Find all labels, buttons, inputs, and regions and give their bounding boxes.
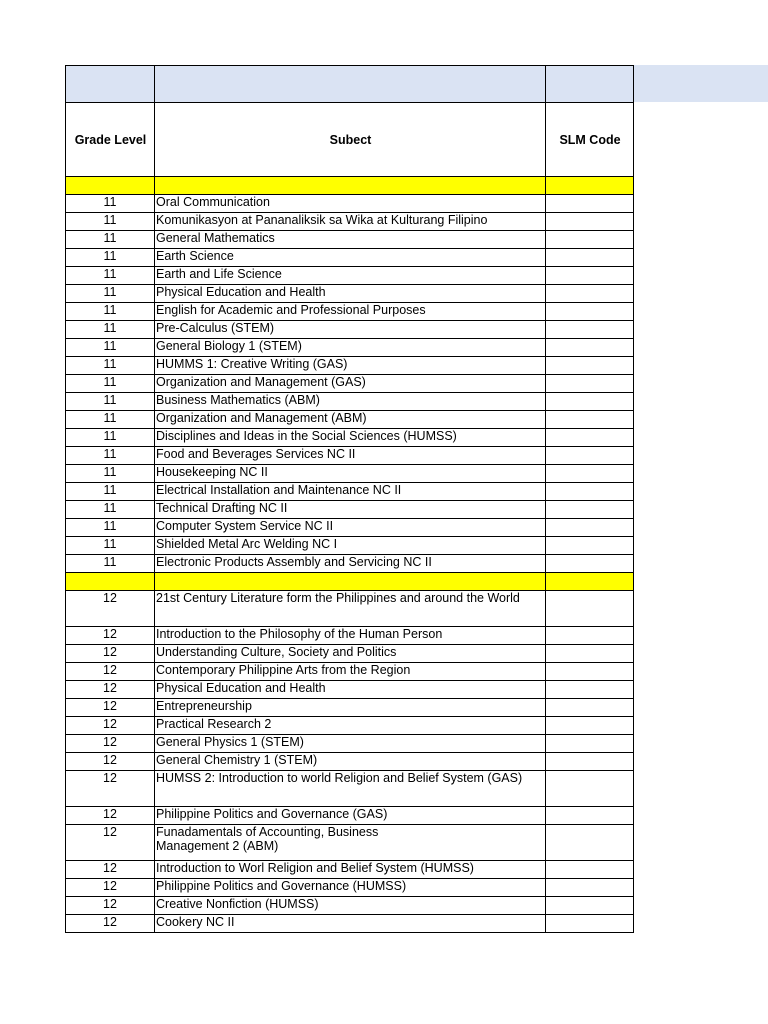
grade-cell[interactable]: 11 bbox=[66, 303, 155, 321]
table-row bbox=[66, 357, 634, 375]
grade-cell[interactable]: 12 bbox=[66, 645, 155, 663]
table-row bbox=[66, 321, 634, 339]
grade-cell[interactable]: 11 bbox=[66, 447, 155, 465]
subject-cell[interactable]: Oral Communication bbox=[155, 195, 546, 213]
subject-cell[interactable]: Organization and Management (GAS) bbox=[155, 375, 546, 393]
title-cell[interactable] bbox=[155, 66, 546, 103]
table-row bbox=[66, 879, 634, 897]
header-subject[interactable]: Subect bbox=[155, 103, 546, 177]
table-row bbox=[66, 807, 634, 825]
table-row bbox=[66, 915, 634, 933]
slm-code-cell[interactable] bbox=[546, 177, 634, 195]
grade-cell[interactable]: 11 bbox=[66, 555, 155, 573]
grade-cell[interactable]: 12 bbox=[66, 681, 155, 699]
slm-code-cell[interactable] bbox=[546, 465, 634, 483]
subject-cell[interactable]: Disciplines and Ideas in the Social Sciences (HUMSS) bbox=[155, 429, 546, 447]
grade-cell[interactable]: 11 bbox=[66, 267, 155, 285]
table-row bbox=[66, 627, 634, 645]
grade-cell[interactable]: 12 bbox=[66, 879, 155, 897]
subject-cell[interactable]: General Mathematics bbox=[155, 231, 546, 249]
table-row bbox=[66, 483, 634, 501]
title-cell[interactable] bbox=[546, 66, 634, 103]
grade-cell[interactable]: 12 bbox=[66, 627, 155, 645]
table-row bbox=[66, 213, 634, 231]
grade-cell[interactable]: 11 bbox=[66, 339, 155, 357]
subject-cell[interactable]: Organization and Management (ABM) bbox=[155, 411, 546, 429]
slm-code-cell[interactable] bbox=[546, 879, 634, 897]
subject-cell[interactable]: Physical Education and Health bbox=[155, 681, 546, 699]
slm-code-cell[interactable] bbox=[546, 375, 634, 393]
slm-code-cell[interactable] bbox=[546, 249, 634, 267]
grade-cell[interactable]: 11 bbox=[66, 285, 155, 303]
table-row bbox=[66, 735, 634, 753]
table-row bbox=[66, 861, 634, 879]
title-cell[interactable] bbox=[66, 66, 155, 103]
subject-cell[interactable]: Cookery NC II bbox=[155, 915, 546, 933]
subject-cell[interactable]: HUMMS 1: Creative Writing (GAS) bbox=[155, 357, 546, 375]
slm-code-cell[interactable] bbox=[546, 339, 634, 357]
grade-cell[interactable]: 11 bbox=[66, 411, 155, 429]
grade-cell[interactable]: 12 bbox=[66, 717, 155, 735]
slm-code-cell[interactable] bbox=[546, 357, 634, 375]
subject-cell[interactable]: General Biology 1 (STEM) bbox=[155, 339, 546, 357]
slm-code-cell[interactable] bbox=[546, 627, 634, 645]
grade-cell[interactable]: 12 bbox=[66, 591, 155, 627]
grade-cell[interactable]: 11 bbox=[66, 195, 155, 213]
table-row bbox=[66, 591, 634, 627]
grade-cell[interactable]: 12 bbox=[66, 735, 155, 753]
slm-code-cell[interactable] bbox=[546, 663, 634, 681]
table-row bbox=[66, 375, 634, 393]
slm-code-cell[interactable] bbox=[546, 825, 634, 861]
slm-code-cell[interactable] bbox=[546, 483, 634, 501]
table-row bbox=[66, 465, 634, 483]
slm-code-cell[interactable] bbox=[546, 429, 634, 447]
table-row bbox=[66, 303, 634, 321]
slm-code-cell[interactable] bbox=[546, 267, 634, 285]
subject-cell[interactable]: Introduction to the Philosophy of the Human Person bbox=[155, 627, 546, 645]
table-row bbox=[66, 411, 634, 429]
table-row bbox=[66, 519, 634, 537]
slm-code-cell[interactable] bbox=[546, 771, 634, 807]
slm-code-cell[interactable] bbox=[546, 897, 634, 915]
grade-cell[interactable]: 11 bbox=[66, 429, 155, 447]
subject-cell[interactable]: Funadamentals of Accounting, Business Management 2 (ABM) bbox=[155, 825, 546, 861]
slm-code-cell[interactable] bbox=[546, 807, 634, 825]
table-row bbox=[66, 231, 634, 249]
grade-cell[interactable]: 11 bbox=[66, 519, 155, 537]
subject-cell[interactable] bbox=[155, 177, 546, 195]
slm-code-cell[interactable] bbox=[546, 537, 634, 555]
subject-cell[interactable]: Housekeeping NC II bbox=[155, 465, 546, 483]
subject-cell[interactable]: Technical Drafting NC II bbox=[155, 501, 546, 519]
table-row bbox=[66, 249, 634, 267]
table-row bbox=[66, 447, 634, 465]
header-row bbox=[66, 103, 634, 177]
slm-code-cell[interactable] bbox=[546, 717, 634, 735]
table-row bbox=[66, 393, 634, 411]
subject-cell[interactable]: Business Mathematics (ABM) bbox=[155, 393, 546, 411]
subject-cell[interactable]: Practical Research 2 bbox=[155, 717, 546, 735]
table-row bbox=[66, 771, 634, 807]
title-row bbox=[66, 66, 634, 103]
subject-cell[interactable]: General Physics 1 (STEM) bbox=[155, 735, 546, 753]
grade-cell[interactable]: 12 bbox=[66, 807, 155, 825]
table-row bbox=[66, 897, 634, 915]
slm-code-cell[interactable] bbox=[546, 501, 634, 519]
table-row bbox=[66, 717, 634, 735]
slm-code-cell[interactable] bbox=[546, 195, 634, 213]
subject-cell[interactable]: Physical Education and Health bbox=[155, 285, 546, 303]
subject-cell[interactable]: Food and Beverages Services NC II bbox=[155, 447, 546, 465]
table-row bbox=[66, 663, 634, 681]
grade-cell[interactable]: 11 bbox=[66, 321, 155, 339]
table-row bbox=[66, 285, 634, 303]
table-row bbox=[66, 681, 634, 699]
table-row bbox=[66, 645, 634, 663]
title-band-extension bbox=[632, 65, 768, 102]
slm-code-cell[interactable] bbox=[546, 645, 634, 663]
subject-cell[interactable]: Understanding Culture, Society and Politics bbox=[155, 645, 546, 663]
table-row bbox=[66, 537, 634, 555]
subject-cell[interactable]: Philippine Politics and Governance (GAS) bbox=[155, 807, 546, 825]
subject-cell[interactable]: 21st Century Literature form the Philippines and around the World bbox=[155, 591, 546, 627]
slm-code-cell[interactable] bbox=[546, 699, 634, 717]
table-row bbox=[66, 339, 634, 357]
grade-cell[interactable]: 11 bbox=[66, 375, 155, 393]
spreadsheet bbox=[65, 65, 634, 933]
slm-code-cell[interactable] bbox=[546, 213, 634, 231]
slm-code-cell[interactable] bbox=[546, 753, 634, 771]
subject-cell[interactable]: Earth Science bbox=[155, 249, 546, 267]
subject-cell[interactable]: HUMSS 2: Introduction to world Religion and Belief System (GAS) bbox=[155, 771, 546, 807]
slm-code-cell[interactable] bbox=[546, 681, 634, 699]
grade-cell[interactable]: 11 bbox=[66, 213, 155, 231]
grade-cell[interactable]: 11 bbox=[66, 231, 155, 249]
slm-code-cell[interactable] bbox=[546, 411, 634, 429]
slm-code-cell[interactable] bbox=[546, 321, 634, 339]
subject-cell[interactable]: Philippine Politics and Governance (HUMSS) bbox=[155, 879, 546, 897]
slm-code-cell[interactable] bbox=[546, 555, 634, 573]
slm-code-cell[interactable] bbox=[546, 393, 634, 411]
slm-code-cell[interactable] bbox=[546, 861, 634, 879]
grade-cell[interactable]: 12 bbox=[66, 861, 155, 879]
grade-cell[interactable]: 12 bbox=[66, 699, 155, 717]
table-row bbox=[66, 825, 634, 861]
subject-cell[interactable]: Shielded Metal Arc Welding NC I bbox=[155, 537, 546, 555]
separator-row bbox=[66, 177, 634, 195]
subject-cell[interactable]: Entrepreneurship bbox=[155, 699, 546, 717]
grade-cell[interactable]: 11 bbox=[66, 393, 155, 411]
header-slm-code[interactable]: SLM Code bbox=[546, 103, 634, 177]
table-row bbox=[66, 699, 634, 717]
slm-code-cell[interactable] bbox=[546, 915, 634, 933]
header-grade-level[interactable]: Grade Level bbox=[66, 103, 155, 177]
grade-cell[interactable]: 12 bbox=[66, 663, 155, 681]
slm-code-cell[interactable] bbox=[546, 573, 634, 591]
grade-cell[interactable]: 11 bbox=[66, 483, 155, 501]
grade-cell[interactable]: 11 bbox=[66, 249, 155, 267]
table-row bbox=[66, 753, 634, 771]
grade-cell[interactable]: 11 bbox=[66, 357, 155, 375]
subject-cell[interactable] bbox=[155, 573, 546, 591]
subject-table bbox=[65, 65, 634, 933]
grade-cell[interactable]: 11 bbox=[66, 501, 155, 519]
slm-code-cell[interactable] bbox=[546, 231, 634, 249]
table-row bbox=[66, 267, 634, 285]
subject-cell[interactable]: Creative Nonfiction (HUMSS) bbox=[155, 897, 546, 915]
table-row bbox=[66, 195, 634, 213]
subject-cell[interactable]: General Chemistry 1 (STEM) bbox=[155, 753, 546, 771]
subject-cell[interactable]: Komunikasyon at Pananaliksik sa Wika at Kulturang Filipino bbox=[155, 213, 546, 231]
table-row bbox=[66, 429, 634, 447]
slm-code-cell[interactable] bbox=[546, 447, 634, 465]
separator-row bbox=[66, 573, 634, 591]
slm-code-cell[interactable] bbox=[546, 591, 634, 627]
grade-cell[interactable] bbox=[66, 573, 155, 591]
grade-cell[interactable]: 12 bbox=[66, 897, 155, 915]
slm-code-cell[interactable] bbox=[546, 285, 634, 303]
table-row bbox=[66, 501, 634, 519]
subject-cell[interactable]: Computer System Service NC II bbox=[155, 519, 546, 537]
grade-cell[interactable]: 12 bbox=[66, 753, 155, 771]
subject-cell[interactable]: Pre-Calculus (STEM) bbox=[155, 321, 546, 339]
grade-cell[interactable]: 12 bbox=[66, 915, 155, 933]
subject-cell[interactable]: Introduction to Worl Religion and Belief System (HUMSS) bbox=[155, 861, 546, 879]
grade-cell[interactable]: 11 bbox=[66, 537, 155, 555]
subject-cell[interactable]: Contemporary Philippine Arts from the Region bbox=[155, 663, 546, 681]
table-row bbox=[66, 555, 634, 573]
slm-code-cell[interactable] bbox=[546, 735, 634, 753]
grade-cell[interactable]: 11 bbox=[66, 465, 155, 483]
subject-cell[interactable]: Electronic Products Assembly and Servicing NC II bbox=[155, 555, 546, 573]
grade-cell[interactable]: 12 bbox=[66, 825, 155, 861]
slm-code-cell[interactable] bbox=[546, 303, 634, 321]
subject-cell[interactable]: Earth and Life Science bbox=[155, 267, 546, 285]
grade-cell[interactable]: 12 bbox=[66, 771, 155, 807]
subject-cell[interactable]: English for Academic and Professional Purposes bbox=[155, 303, 546, 321]
grade-cell[interactable] bbox=[66, 177, 155, 195]
slm-code-cell[interactable] bbox=[546, 519, 634, 537]
subject-cell[interactable]: Electrical Installation and Maintenance NC II bbox=[155, 483, 546, 501]
